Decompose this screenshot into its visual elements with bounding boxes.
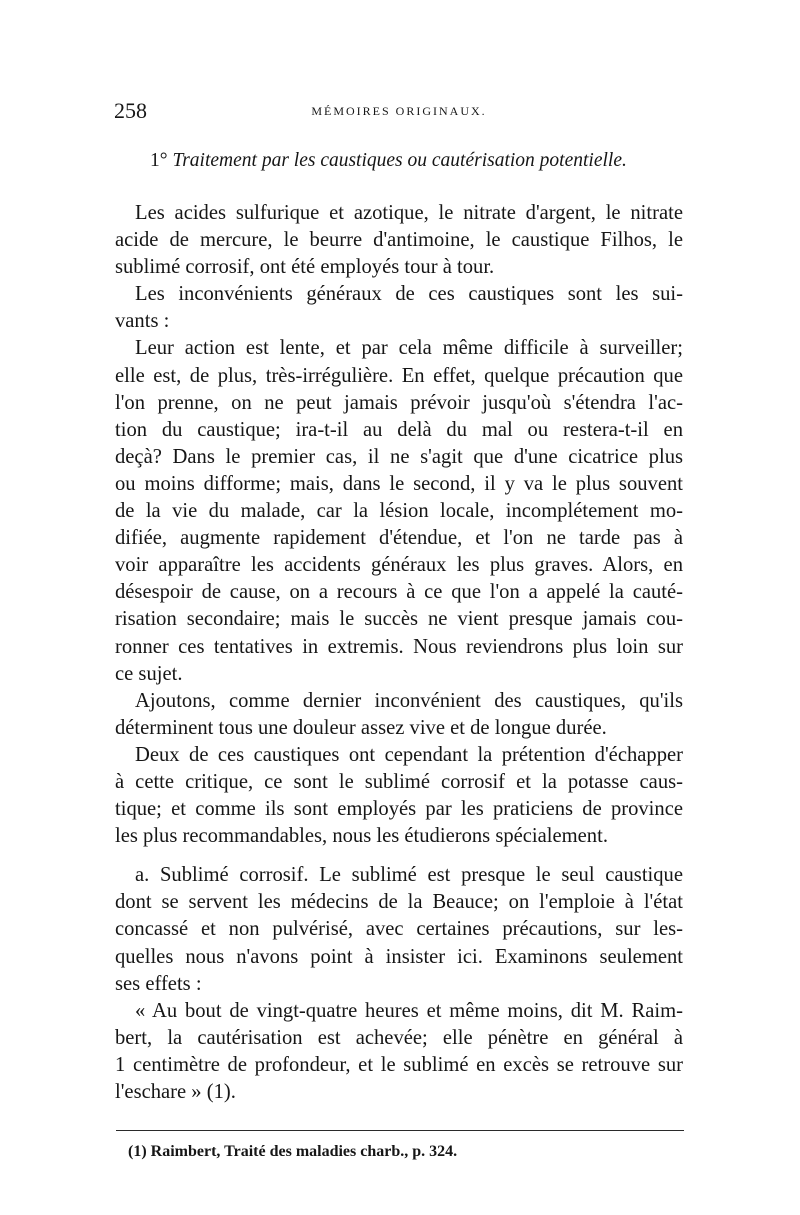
paragraph: [115, 862, 683, 997]
paragraph: [115, 281, 683, 335]
section-heading: [150, 150, 627, 172]
text-line: sublimé corrosif, ont été employés tour à tour.: [115, 256, 495, 279]
text-line: l'eschare » (1).: [115, 1081, 236, 1103]
text-line: voir apparaître les accidents généraux les plus graves. Alors, en: [115, 554, 683, 577]
paragraph: [115, 998, 683, 1106]
text-line: a. Sublimé corrosif. Le sublimé est presque le seul caustique: [135, 864, 683, 887]
text-line: l'on prenne, on ne peut jamais prévoir jusqu'où s'étendra l'ac-: [115, 391, 683, 414]
page-number: 258: [114, 98, 147, 123]
text-line: elle est, de plus, très-irrégulière. En effet, quelque précaution que: [115, 364, 683, 387]
text-line: Deux de ces caustiques ont cependant la prétention d'échapper: [135, 743, 683, 766]
text-line: les plus recommandables, nous les étudierons spécialement.: [115, 825, 608, 848]
text-line: tion du caustique; ira-t-il au delà du mal ou restera-t-il en: [115, 418, 683, 441]
text-line: tique; et comme ils sont employés par les praticiens de province: [115, 798, 683, 821]
text-line: ou moins difforme; mais, dans le second, il y va le plus souvent: [115, 472, 683, 495]
paragraph: [115, 335, 683, 687]
text-line: ronner ces tentatives in extremis. Nous reviendrons plus loin sur: [115, 635, 683, 658]
footnote: (1) Raimbert, Traité des maladies charb., p. 324.: [128, 1143, 458, 1160]
paragraph: [115, 688, 683, 742]
text-line: dont se servent les médecins de la Beauce; on l'emploie à l'état: [115, 891, 683, 914]
running-title: MÉMOIRES ORIGINAUX.: [311, 104, 487, 118]
text-line: difiée, augmente rapidement d'étendue, et l'on ne tarde pas à: [115, 527, 683, 550]
text-line: ses effets :: [115, 972, 202, 995]
text-line: Les acides sulfurique et azotique, le nitrate d'argent, le nitrate: [135, 202, 683, 224]
text-line: Ajoutons, comme dernier inconvénient des caustiques, qu'ils: [135, 689, 683, 712]
text-line: acide de mercure, le beurre d'antimoine, le caustique Filhos, le: [115, 229, 683, 252]
text-line: concassé et non pulvérisé, avec certaines précautions, sur les-: [115, 918, 683, 941]
section-number: 1°: [150, 150, 168, 171]
text-line: à cette critique, ce sont le sublimé corrosif et la potasse caus-: [115, 770, 683, 793]
text-line: vants :: [115, 310, 170, 333]
text-line: de la vie du malade, car la lésion locale, incomplétement mo-: [115, 500, 683, 523]
text-line: déterminent tous une douleur assez vive et de longue durée.: [115, 716, 607, 739]
section-title-text: Traitement par les caustiques ou cautérisation potentielle.: [172, 150, 627, 171]
text-line: 1 centimètre de profondeur, et le sublimé en excès se retrouve sur: [115, 1053, 683, 1076]
paragraph: [115, 742, 683, 850]
text-line: « Au bout de vingt-quatre heures et même moins, dit M. Raim-: [135, 999, 683, 1022]
text-line: risation secondaire; mais le succès ne vient presque jamais cou-: [115, 608, 683, 631]
paragraph: [115, 200, 683, 281]
text-line: ce sujet.: [115, 662, 183, 685]
text-line: bert, la cautérisation est achevée; elle pénètre en général à: [115, 1026, 683, 1049]
text-line: quelles nous n'avons point à insister ici. Examinons seulement: [115, 945, 683, 968]
footnote-rule: [116, 1130, 684, 1131]
text-line: désespoir de cause, on a recours à ce que l'on a appelé la cauté-: [115, 581, 683, 604]
text-line: deçà? Dans le premier cas, il ne s'agit que d'une cicatrice plus: [115, 445, 683, 468]
text-line: Leur action est lente, et par cela même difficile à surveiller;: [135, 337, 683, 360]
page-header: [114, 98, 684, 124]
text-line: Les inconvénients généraux de ces caustiques sont les sui-: [135, 283, 683, 306]
body-text: [115, 200, 683, 1106]
